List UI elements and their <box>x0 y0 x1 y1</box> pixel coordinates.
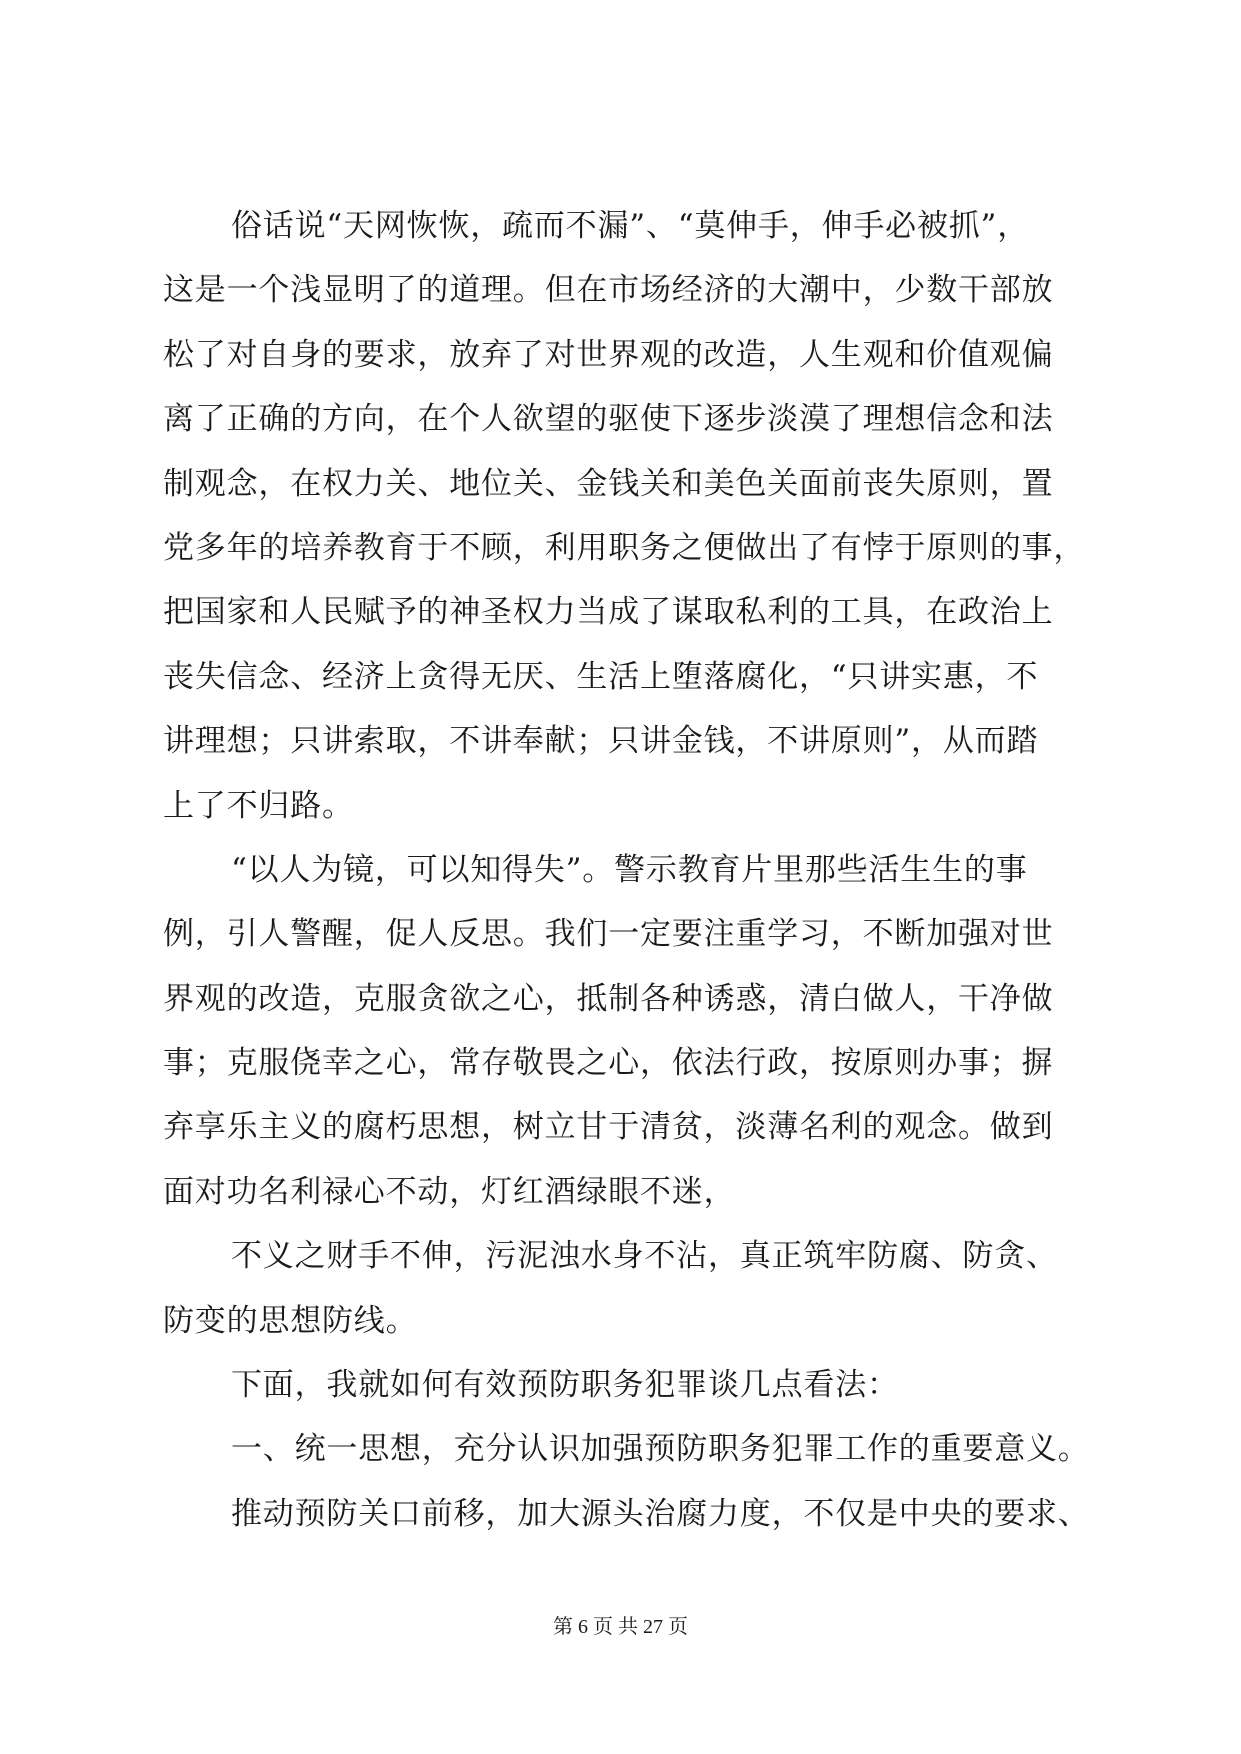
text-line: 松了对自身的要求，放弃了对世界观的改造，人生观和价值观偏 <box>163 336 1054 373</box>
text-line: 上了不归路。 <box>163 787 354 824</box>
document-body <box>163 194 1090 1546</box>
text-line: 下面，我就如何有效预防职务犯罪谈几点看法： <box>231 1367 899 1404</box>
text-line: 事；克服侥幸之心，常存敬畏之心，依法行政，按原则办事；摒 <box>163 1045 1054 1082</box>
page-number-footer: 第 6 页 共 27 页 <box>553 1616 688 1638</box>
text-line: 离了正确的方向，在个人欲望的驱使下逐步淡漠了理想信念和法 <box>163 401 1054 438</box>
text-line: 丧失信念、经济上贪得无厌、生活上堕落腐化，“只讲实惠，不 <box>163 658 1039 695</box>
text-line: 一、统一思想，充分认识加强预防职务犯罪工作的重要意义。 <box>231 1431 1090 1468</box>
text-line: 不义之财手不伸，污泥浊水身不沾，真正筑牢防腐、防贪、 <box>231 1238 1058 1275</box>
text-line: 面对功名利禄心不动，灯红酒绿眼不迷， <box>163 1173 736 1210</box>
text-line: 界观的改造，克服贪欲之心，抵制各种诱惑，清白做人，干净做 <box>163 980 1054 1017</box>
text-line: 制观念，在权力关、地位关、金钱关和美色关面前丧失原则，置 <box>163 465 1054 502</box>
text-line: 党多年的培养教育于不顾，利用职务之便做出了有悖于原则的事， <box>163 529 1086 566</box>
text-line: 把国家和人民赋予的神圣权力当成了谋取私利的工具，在政治上 <box>163 594 1054 631</box>
text-line: “以人为镜，可以知得失”。警示教育片里那些活生生的事 <box>231 851 1028 888</box>
text-line: 推动预防关口前移，加大源头治腐力度，不仅是中央的要求、 <box>231 1495 1090 1532</box>
text-line: 例，引人警醒，促人反思。我们一定要注重学习，不断加强对世 <box>163 916 1054 953</box>
text-line: 讲理想；只讲索取，不讲奉献；只讲金钱，不讲原则”，从而踏 <box>163 723 1039 760</box>
text-line: 俗话说“天网恢恢，疏而不漏”、“莫伸手，伸手必被抓”， <box>231 208 1029 244</box>
text-line: 弃享乐主义的腐朽思想，树立甘于清贫，淡薄名利的观念。做到 <box>163 1109 1054 1146</box>
text-line: 防变的思想防线。 <box>163 1302 418 1339</box>
text-line: 这是一个浅显明了的道理。但在市场经济的大潮中，少数干部放 <box>163 272 1054 309</box>
